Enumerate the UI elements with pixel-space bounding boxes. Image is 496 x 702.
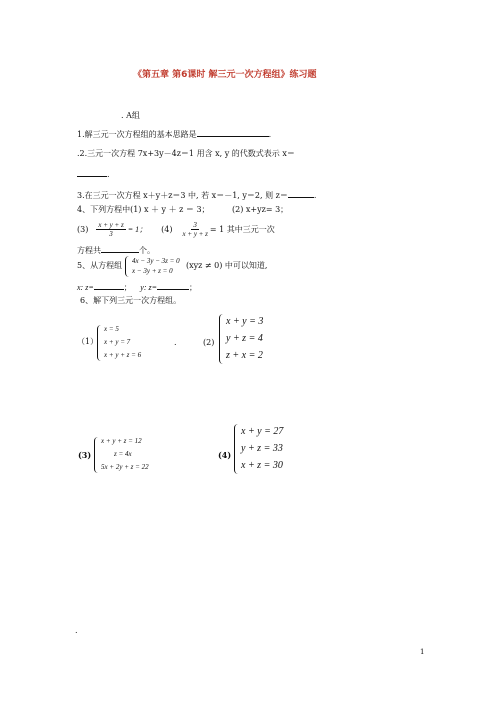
page-title: 《第五章 第6课时 解三元一次方程组》练习题 [133,70,317,80]
equation: x + z = 30 [241,460,283,471]
problem-3-label: (3) [78,450,92,460]
equation-system-2 [219,314,279,364]
question-4-line-3-post: 个。 [139,246,155,255]
brace [219,314,225,364]
equation: x + y = 27 [241,426,284,437]
fraction-denominator: 3 [109,230,113,238]
fraction-numerator: 3 [193,221,197,229]
question-2-tail: . [107,170,110,179]
question-3 [77,189,316,201]
equation: x − 3y + z = 0 [132,267,173,275]
question-5-pre: 5、从方程组 [77,261,123,270]
question-4-line-2 [77,221,275,238]
question-1 [77,128,271,140]
answer-blank [94,281,124,290]
question-5-condition: (xyz ≠ 0) 中可以知道, [186,261,268,270]
question-2-answer-line [77,168,110,180]
group-label: . A组 [121,111,140,120]
answer-blank [288,189,314,198]
question-4-item-2: (2) x+yz= 3； [232,205,289,214]
page-number: 1 [420,648,425,656]
equation: x + y + z = 6 [104,351,142,359]
question-3-tail: . [313,191,317,200]
answer-blank [157,281,189,290]
question-4-line-1: 4、下列方程中(1) x ＋ y ＋ z ＝ 3； [77,205,210,214]
brace [94,437,100,473]
equation: z = 4x [114,450,132,458]
question-6-heading: 6、解下列三元一次方程组。 [80,296,182,305]
equation: x + y = 3 [226,316,264,327]
equation-system [125,256,185,277]
brace [234,424,240,474]
brace [125,256,131,277]
equation-system-4 [234,424,304,474]
equation: 4x − 3y − 3z = 0 [132,257,180,265]
question-4-item-3-label: (3) [77,224,89,234]
equation: y + z = 33 [241,443,283,454]
question-4-line-3 [77,244,155,256]
equation: x = 5 [104,325,119,333]
end-mark: ； [189,283,198,292]
brace [97,325,103,361]
fraction [96,221,125,238]
equation-system-1 [97,325,157,361]
question-4-item-4-rhs: = 1 其中三元一次 [209,224,275,234]
equation: z + x = 2 [226,350,263,361]
separator: ； [123,283,132,292]
problem-1-label: （1） [77,337,99,346]
answer-blank [101,244,139,253]
equation-system-3 [94,437,164,473]
question-4-item-4-label: (4) [161,224,173,234]
fraction-numerator: x + y + z [98,221,124,229]
question-1-text: 1.解三元一次方程组的基本思路是 [77,130,197,139]
question-5-answers [77,281,197,293]
ratio-x-z-label: x: z= [77,283,94,292]
separator-dot: . [174,338,177,347]
question-4-line-3-pre: 方程共 [77,246,101,255]
question-2: .2.三元一次方程 7x+3y－4z＝1 用含 x, y 的代数式表示 x＝ [77,149,295,158]
question-1-tail: . [268,130,272,139]
equation: y + z = 4 [226,333,263,344]
footer-dot: . [75,626,78,635]
equation: 5x + 2y + z = 22 [101,463,149,471]
question-3-text: 3.在三元一次方程 x＋y＋z＝3 中, 若 x＝－1, y＝2, 则 z＝ [77,191,288,200]
answer-blank [197,128,269,137]
problem-2-label: (2) [203,338,215,347]
fraction [182,221,207,238]
answer-blank [77,168,107,177]
ratio-y-z-label: y: z= [140,283,158,292]
fraction-denominator: x + y + z [182,230,208,238]
problem-4-label: (4) [218,450,232,460]
question-4-item-3-rhs: = 1； [127,224,148,234]
equation: x + y + z = 12 [101,437,142,445]
equation: x + y = 7 [104,338,131,346]
